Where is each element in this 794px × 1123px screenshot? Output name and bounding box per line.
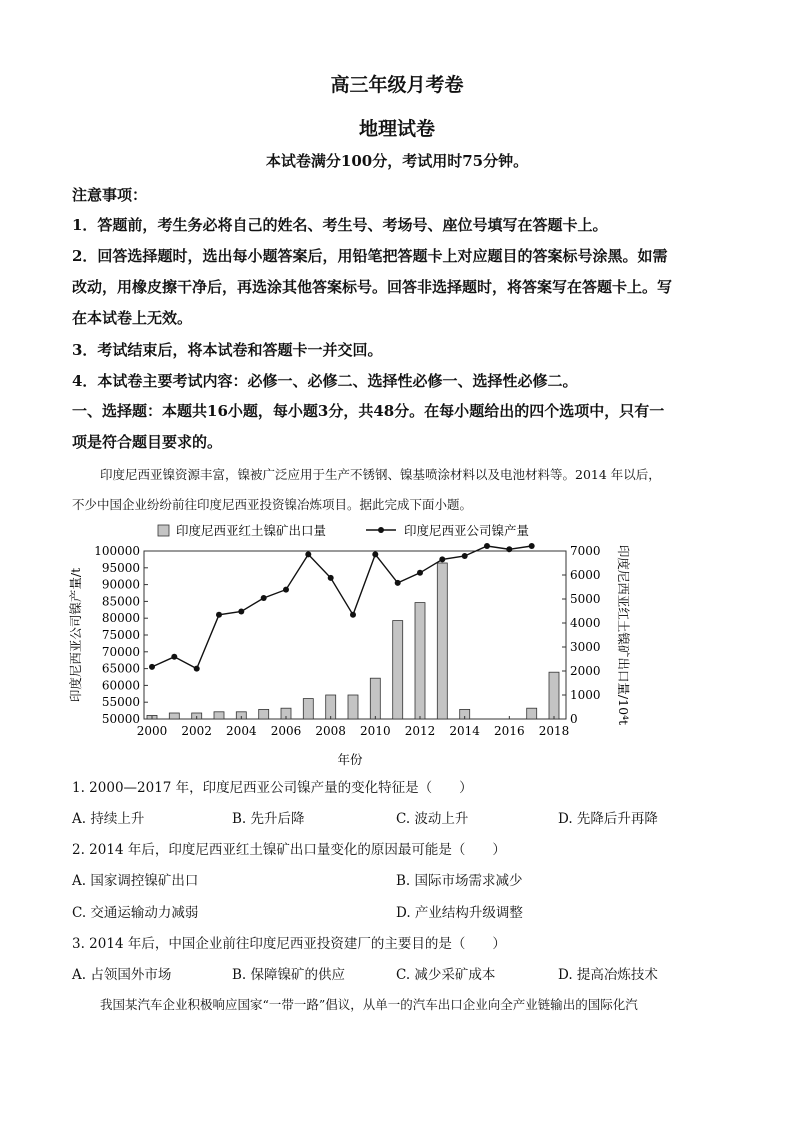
y-right-axis-label: 印度尼西亚红土镍矿出口量/10⁴t: [616, 544, 631, 726]
production-point-2000: [149, 664, 155, 670]
instruction-item-2-line-2: 改动，用橡皮擦干净后，再选涂其他答案标号。回答非选择题时，将答案写在答题卡上。写: [72, 278, 673, 296]
instruction-item-2-line-3: 在本试卷上无效。: [72, 309, 193, 327]
production-point-2007: [305, 551, 311, 557]
question-1-stem: 1. 2000—2017 年，印度尼西亚公司镍产量的变化特征是（ ）: [72, 780, 473, 796]
y-right-tick-label: 6000: [570, 568, 601, 582]
production-point-2005: [261, 595, 267, 601]
question-2-option-a: A. 国家调控镍矿出口: [72, 873, 199, 889]
x-tick-label: 2008: [315, 724, 346, 738]
bar-2008: [326, 695, 336, 719]
question-1-option-d: D. 先降后升再降: [558, 811, 658, 827]
production-point-2010: [372, 551, 378, 557]
production-point-2017: [529, 543, 535, 549]
bar-2010: [370, 678, 380, 719]
question-2-option-d: D. 产业结构升级调整: [396, 905, 523, 921]
y-left-tick-label: 75000: [101, 628, 140, 642]
x-tick-label: 2000: [136, 724, 168, 738]
y-left-tick-label: 65000: [101, 661, 140, 676]
y-left-tick-label: 85000: [101, 594, 140, 609]
bar-2009: [348, 695, 358, 719]
passage-1-line-2: 不少中国企业纷纷前往印度尼西亚投资镍冶炼项目。据此完成下面小题。: [72, 497, 473, 512]
production-line: [152, 546, 532, 669]
production-point-2014: [462, 553, 468, 559]
question-2-stem: 2. 2014 年后，印度尼西亚红土镍矿出口量变化的原因最可能是（ ）: [72, 842, 506, 858]
question-3-option-d: D. 提高冶炼技术: [558, 967, 658, 983]
question-2-option-c: C. 交通运输动力减弱: [72, 905, 199, 921]
section-heading-line-2: 项是符合题目要求的。: [72, 433, 223, 451]
y-left-tick-label: 55000: [101, 695, 140, 710]
production-point-2012: [417, 570, 423, 576]
bar-2001: [169, 713, 179, 719]
subject-title: 地理试卷: [358, 118, 435, 140]
y-left-tick-label: 80000: [101, 611, 140, 626]
y-right-tick-label: 1000: [570, 688, 601, 702]
production-point-2004: [238, 609, 244, 615]
instructions-heading: 注意事项：: [72, 186, 148, 204]
production-point-2016: [506, 546, 512, 552]
x-tick-label: 2014: [449, 724, 480, 738]
production-point-2013: [439, 556, 445, 562]
y-left-tick-label: 50000: [101, 712, 140, 726]
x-tick-label: 2018: [538, 724, 570, 738]
exam-title: 高三年级月考卷: [330, 74, 464, 96]
question-1-option-a: A. 持续上升: [72, 811, 145, 827]
x-tick-label: 2006: [270, 724, 302, 738]
production-point-2008: [328, 575, 334, 581]
y-left-tick-label: 95000: [101, 560, 140, 575]
bar-2013: [437, 563, 447, 719]
x-tick-label: 2002: [181, 724, 212, 738]
question-3-option-a: A. 占领国外市场: [72, 967, 172, 983]
y-right-tick-label: 4000: [570, 616, 601, 630]
instruction-item-3: 3．考试结束后，将本试卷和答题卡一并交回。: [72, 341, 383, 359]
bar-2003: [214, 712, 224, 719]
y-left-tick-label: 60000: [101, 678, 140, 693]
instruction-item-4: 4．本试卷主要考试内容：必修一、必修二、选择性必修一、选择性必修二。: [72, 372, 578, 390]
bar-2011: [393, 621, 403, 719]
bar-2017: [527, 708, 537, 719]
question-3-option-c: C. 减少采矿成本: [396, 967, 496, 983]
bar-2007: [303, 699, 313, 719]
y-left-tick-label: 100000: [94, 544, 140, 558]
y-right-tick-label: 0: [570, 712, 578, 726]
score-note: 本试卷满分100分，考试用时75分钟。: [265, 152, 529, 170]
y-left-axis-label: 印度尼西亚公司镍产量/t: [68, 567, 83, 703]
y-left-tick-label: 70000: [101, 644, 140, 659]
y-left-tick-label: 90000: [101, 577, 140, 592]
question-3-stem: 3. 2014 年后，中国企业前往印度尼西亚投资建厂的主要目的是（ ）: [72, 936, 506, 952]
production-point-2001: [171, 654, 177, 660]
question-2-option-b: B. 国际市场需求减少: [396, 873, 523, 889]
x-tick-label: 2010: [360, 724, 391, 738]
legend-line-marker: [378, 527, 384, 533]
instruction-item-2-line-1: 2．回答选择题时，选出每小题答案后，用铅笔把答题卡上对应题目的答案标号涂黑。如需: [72, 247, 668, 265]
bar-2012: [415, 603, 425, 719]
bar-2005: [259, 709, 269, 719]
x-tick-label: 2016: [494, 724, 525, 738]
passage-2-line-1: 我国某汽车企业积极响应国家“一带一路”倡议，从单一的汽车出口企业向全产业链输出的国际化汽: [100, 997, 638, 1012]
nickel-chart: [66, 518, 636, 768]
y-right-tick-label: 5000: [570, 592, 601, 606]
chart-legend: [158, 523, 529, 538]
production-point-2015: [484, 543, 490, 549]
section-heading-line-1: 一、选择题：本题共16小题，每小题3分，共48分。在每小题给出的四个选项中，只有一: [72, 402, 665, 420]
y-right-tick-label: 2000: [570, 664, 601, 678]
bar-2018: [549, 672, 559, 719]
production-point-2011: [395, 580, 401, 586]
production-point-2002: [194, 666, 200, 672]
production-point-2009: [350, 612, 356, 618]
plot-frame: [144, 551, 566, 719]
production-point-2003: [216, 612, 222, 618]
question-3-option-b: B. 保障镍矿的供应: [232, 967, 346, 983]
legend-bar-label: 印度尼西亚红土镍矿出口量: [176, 523, 327, 538]
x-tick-label: 2012: [404, 724, 436, 738]
y-right-tick-label: 3000: [570, 640, 601, 654]
question-1-option-b: B. 先升后降: [232, 811, 305, 827]
y-right-tick-label: 7000: [570, 544, 601, 558]
production-point-2006: [283, 587, 289, 593]
question-1-option-c: C. 波动上升: [396, 811, 469, 827]
legend-line-label: 印度尼西亚公司镍产量: [404, 523, 530, 538]
x-tick-label: 2004: [226, 724, 257, 738]
legend-bar-swatch: [158, 525, 169, 536]
x-axis-label: 年份: [337, 752, 363, 767]
instruction-item-1: 1．答题前，考生务必将自己的姓名、考生号、考场号、座位号填写在答题卡上。: [72, 216, 608, 234]
passage-1-line-1: 印度尼西亚镍资源丰富，镍被广泛应用于生产不锈钢、镍基喷涂材料以及电池材料等。2014 年以后，: [100, 467, 661, 482]
